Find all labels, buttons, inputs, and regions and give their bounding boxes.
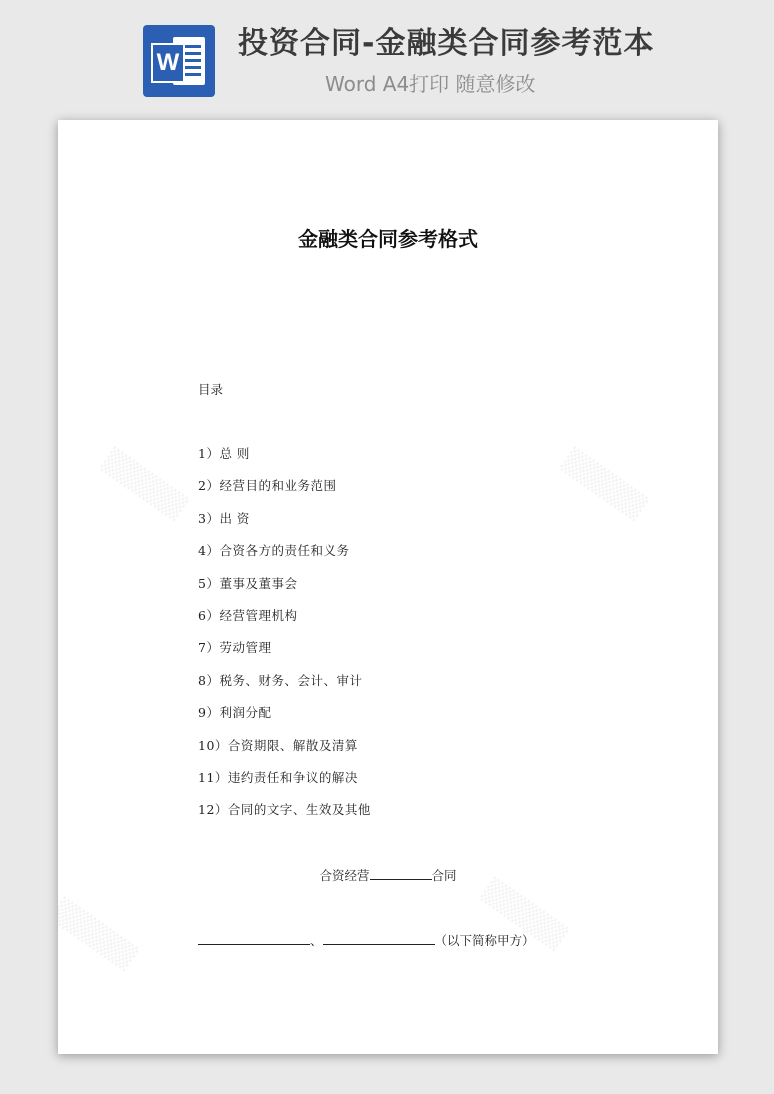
toc-item: 4）合资各方的责任和义务 [198, 543, 350, 559]
toc-list [198, 444, 371, 833]
toc-item: 6）经营管理机构 [198, 607, 298, 623]
watermark [58, 896, 140, 972]
toc-item: 2）经营目的和业务范围 [198, 478, 337, 494]
toc-item: 3）出 资 [198, 510, 250, 526]
contract-suffix: 合同 [431, 868, 457, 883]
toc-item: 7）劳动管理 [198, 640, 272, 656]
word-icon-letter: W [151, 43, 185, 83]
watermark [558, 446, 650, 522]
contract-name-line [58, 866, 718, 884]
parties-separator: 、 [310, 933, 323, 948]
document-page [58, 120, 718, 1054]
toc-item: 9）利润分配 [198, 705, 272, 721]
contract-name-blank[interactable] [370, 867, 432, 880]
toc-item: 1）总 则 [198, 446, 250, 461]
party-a-blank[interactable] [198, 932, 310, 945]
watermark [98, 446, 190, 522]
toc-item: 8）税务、财务、会计、审计 [198, 672, 363, 688]
document-banner-title: 投资合同-金融类合同参考范本 [238, 26, 655, 61]
toc-item: 11）违约责任和争议的解决 [198, 769, 358, 785]
toc-item: 10）合资期限、解散及清算 [198, 737, 358, 753]
word-icon [143, 25, 215, 97]
contract-prefix: 合资经营 [319, 868, 370, 883]
party-b-blank[interactable] [323, 932, 435, 945]
page-title: 金融类合同参考格式 [298, 227, 478, 251]
header [0, 0, 774, 110]
parties-line [198, 931, 535, 949]
document-banner-subtitle: Word A4打印 随意修改 [325, 72, 536, 96]
toc-item: 5）董事及董事会 [198, 575, 298, 591]
toc-item: 12）合同的文字、生效及其他 [198, 802, 371, 818]
parties-note: （以下简称甲方） [434, 933, 535, 948]
toc-heading: 目录 [198, 382, 224, 397]
